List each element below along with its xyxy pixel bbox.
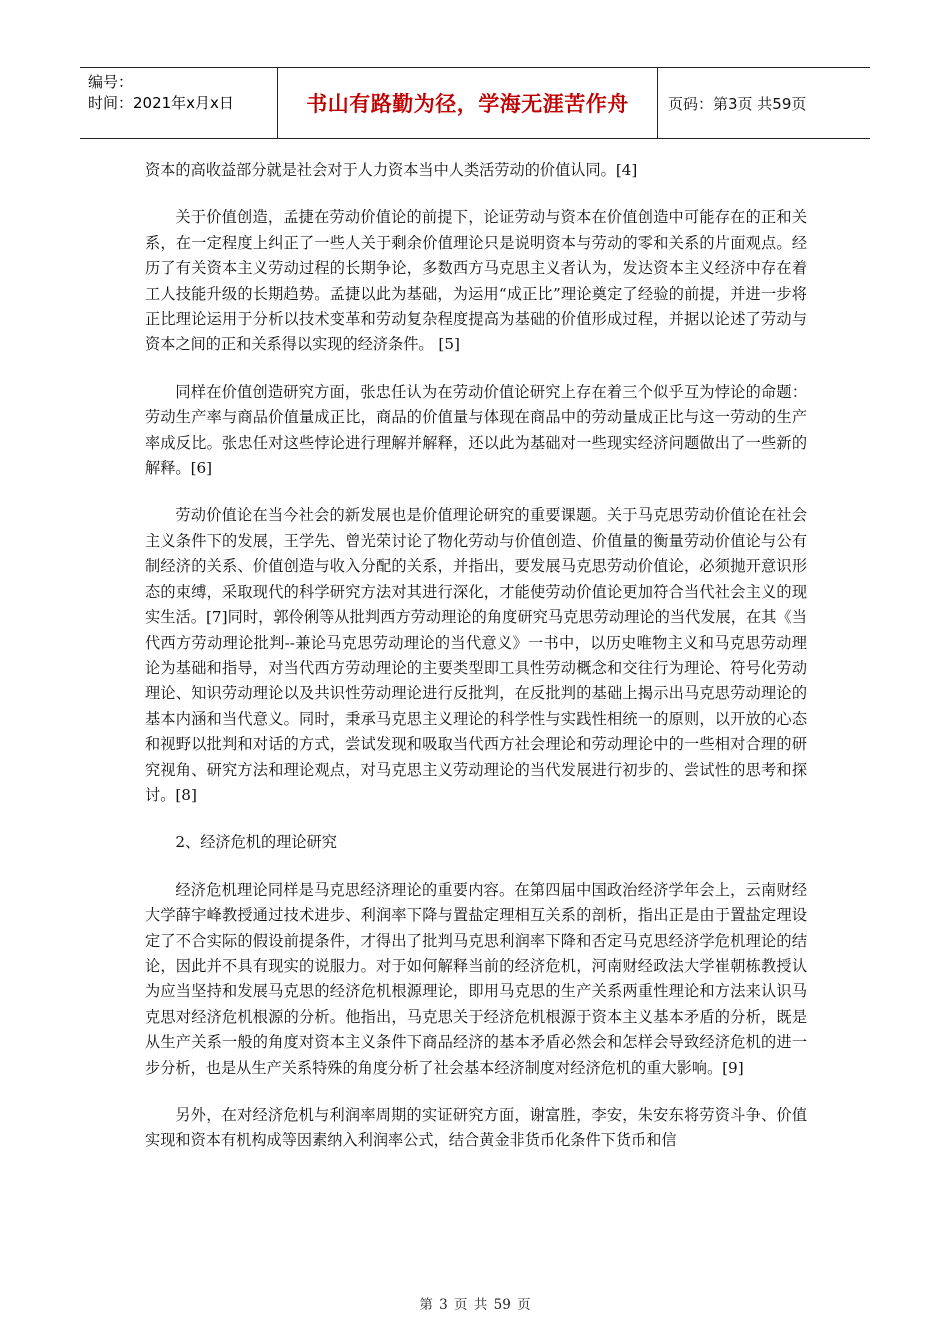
document-body — [145, 158, 807, 1176]
header-table — [80, 67, 870, 139]
paragraph: 劳动价值论在当今社会的新发展也是价值理论研究的重要课题。关于马克思劳动价值论在社会主义条件下的发展，王学先、曾光荣讨论了物化劳动与价值创造、价值量的衡量劳动价值论与公有制经济的关系、价值创造与收入分配的关系，并指出，要发展马克思劳动价值论，必须抛开意识形态的束缚，采取现代的科学研究方法对其进行深化，才能使劳动价值论更加符合当代社会主义的现实生活。[7]同时，郭伶俐等从批判西方劳动理论的角度研究马克思劳动理论的当代发展，在其《当代西方劳动理论批判--兼论马克思劳动理论的当代意义》一书中，以历史唯物主义和马克思劳动理论为基础和指导，对当代西方劳动理论的主要类型即工具性劳动概念和交往行为理论、符号化劳动理论、知识劳动理论以及共识性劳动理论进行反批判，在反批判的基础上揭示出马克思劳动理论的基本内涵和当代意义。同时，秉承马克思主义理论的科学性与实践性相统一的原则，以开放的心态和视野以批判和对话的方式，尝试发现和吸取当代西方社会理论和劳动理论中的一些相对合理的研究视角、研究方法和理论观点，对马克思主义劳动理论的当代发展进行初步的、尝试性的思考和探讨。[8] — [145, 506, 807, 804]
header-motto: 书山有路勤为径，学海无涯苦作舟 — [306, 91, 629, 116]
paragraph: 关于价值创造，孟捷在劳动价值论的前提下，论证劳动与资本在价值创造中可能存在的正和关系，在一定程度上纠正了一些人关于剩余价值理论只是说明资本与劳动的零和关系的片面观点。经历了有关资本主义劳动过程的长期争论，多数西方马克思主义者认为，发达资本主义经济中存在着工人技能升级的长期趋势。孟捷以此为基础，为运用“成正比”理论奠定了经验的前提，并进一步将正比理论运用于分析以技术变革和劳动复杂程度提高为基础的价值形成过程，并据以论述了劳动与资本之间的正和关系得以实现的经济条件。 [5] — [145, 208, 807, 354]
document-number-label: 编号： — [88, 73, 134, 91]
section-heading: 2、经济危机的理论研究 — [175, 833, 337, 852]
paragraph: 资本的高收益部分就是社会对于人力资本当中人类活劳动的价值认同。[4] — [145, 161, 638, 179]
header-meta — [88, 72, 274, 114]
paragraph: 经济危机理论同样是马克思经济理论的重要内容。在第四届中国政治经济学年会上，云南财经大学薛宇峰教授通过技术进步、利润率下降与置盐定理相互关系的剖析，指出正是由于置盐定理设定了不合实际的假设前提条件，才得出了批判马克思利润率下降和否定马克思经济学危机理论的结论，因此并不具有现实的说服力。对于如何解释当前的经济危机，河南财经政法大学崔朝栋教授认为应当坚持和发展马克思的经济危机根源理论，即用马克思的生产关系两重性理论和方法来认识马克思对经济危机根源的分析。他指出，马克思关于经济危机根源于资本主义基本矛盾的分析，既是从生产关系一般的角度对资本主义条件下商品经济的基本矛盾必然会和怎样会导致经济危机的进一步分析，也是从生产关系特殊的角度分析了社会基本经济制度对经济危机的重大影响。[9] — [145, 880, 807, 1077]
page-footer: 第 3 页 共 59 页 — [419, 1297, 531, 1313]
document-time-label: 时间：2021年x月x日 — [88, 94, 234, 112]
paragraph: 另外，在对经济危机与利润率周期的实证研究方面，谢富胜，李安，朱安东将劳资斗争、价值实现和资本有机构成等因素纳入利润率公式，结合黄金非货币化条件下货币和信 — [145, 1106, 807, 1150]
header-page-info: 页码：第3页 共59页 — [668, 94, 807, 113]
paragraph: 同样在价值创造研究方面，张忠任认为在劳动价值论研究上存在着三个似乎互为悖论的命题：劳动生产率与商品价值量成正比，商品的价值量与体现在商品中的劳动量成正比与这一劳动的生产率成反比。张忠任对这些悖论进行理解并解释，还以此为基础对一些现实经济问题做出了一些新的解释。[6] — [145, 382, 807, 478]
